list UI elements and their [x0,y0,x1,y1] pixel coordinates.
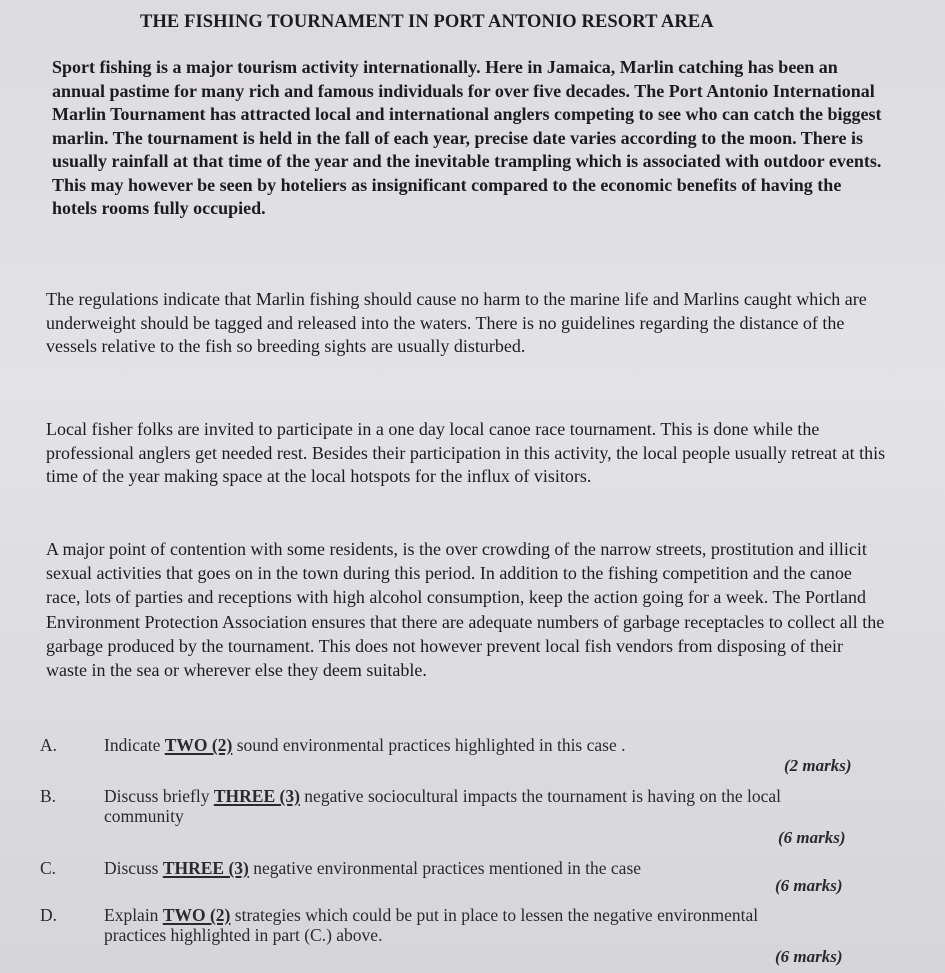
question-text-end: negative environmental practices mentioned in the case [248,858,642,878]
document-title: THE FISHING TOURNAMENT IN PORT ANTONIO RESORT AREA [140,12,714,32]
question-text-end: sound environmental practices highlighted in this case . [232,735,626,755]
question-letter: C. [40,858,57,878]
question-letter: A. [40,735,58,755]
question-text-start: Discuss briefly [104,786,214,806]
question-text [104,858,784,878]
paragraph-contention: A major point of contention with some residents, is the over crowding of the narrow streets, prostitution and illicit sexual activities that goes on in the town during this period. In addition to the fishing competition and the canoe race, lots of parties and receptions with high alcohol consumption, keep the action going for a week. The Portland Environment Protection Association ensures that there are adequate numbers of garbage receptacles to collect all the garbage produced by the tournament. This does not however prevent local fish vendors from disposing of their waste in the sea or wherever else they deem suitable. [46,539,885,681]
marks-label: (2 marks) [784,756,852,775]
question-emphasis: TWO (2) [164,735,233,755]
question-text-start: Discuss [104,858,163,878]
paragraph-introduction: Sport fishing is a major tourism activity internationally. Here in Jamaica, Marlin catching has been an annual pastime for many rich and famous individuals for over five decades. The Port Antonio International Marlin Tournament has attracted local and international anglers competing to see who can catch the biggest marlin. The tournament is held in the fall of each year, precise date varies according to the moon. There is usually rainfall at that time of the year and the inevitable trampling which is associated with outdoor events. This may however be seen by hoteliers as insignificant compared to the economic benefits of having the hotels rooms fully occupied. [52,57,882,218]
question-emphasis: THREE (3) [162,858,249,878]
question-text [104,735,784,755]
question-text [104,905,784,945]
paragraph-local-participation: Local fisher folks are invited to participate in a one day local canoe race tournament. This is done while the professional anglers get needed rest. Besides their participation in this activity, the local people usually retreat at this time of the year making space at the local hotspots for the influx of visitors. [46,419,886,486]
paragraph-regulations: The regulations indicate that Marlin fishing should cause no harm to the marine life and Marlins caught which are underweight should be tagged and released into the waters. There is no guidelines regarding the distance of the vessels relative to the fish so breeding sights are usually disturbed. [46,289,867,356]
question-text-end: negative sociocultural impacts the tournament is having on the local community [104,786,782,826]
question-emphasis: THREE (3) [213,786,300,806]
question-text-end: strategies which could be put in place to lessen the negative environmental practices highlighted in part (C.) above. [104,905,759,945]
question-text-start: Explain [104,905,163,925]
marks-label: (6 marks) [778,828,846,847]
question-emphasis: TWO (2) [162,905,231,925]
question-letter: D. [40,905,58,925]
question-text-start: Indicate [104,735,165,755]
question-text [104,786,784,826]
question-letter: B. [40,786,57,806]
marks-label: (6 marks) [775,947,843,966]
marks-label: (6 marks) [775,876,843,895]
